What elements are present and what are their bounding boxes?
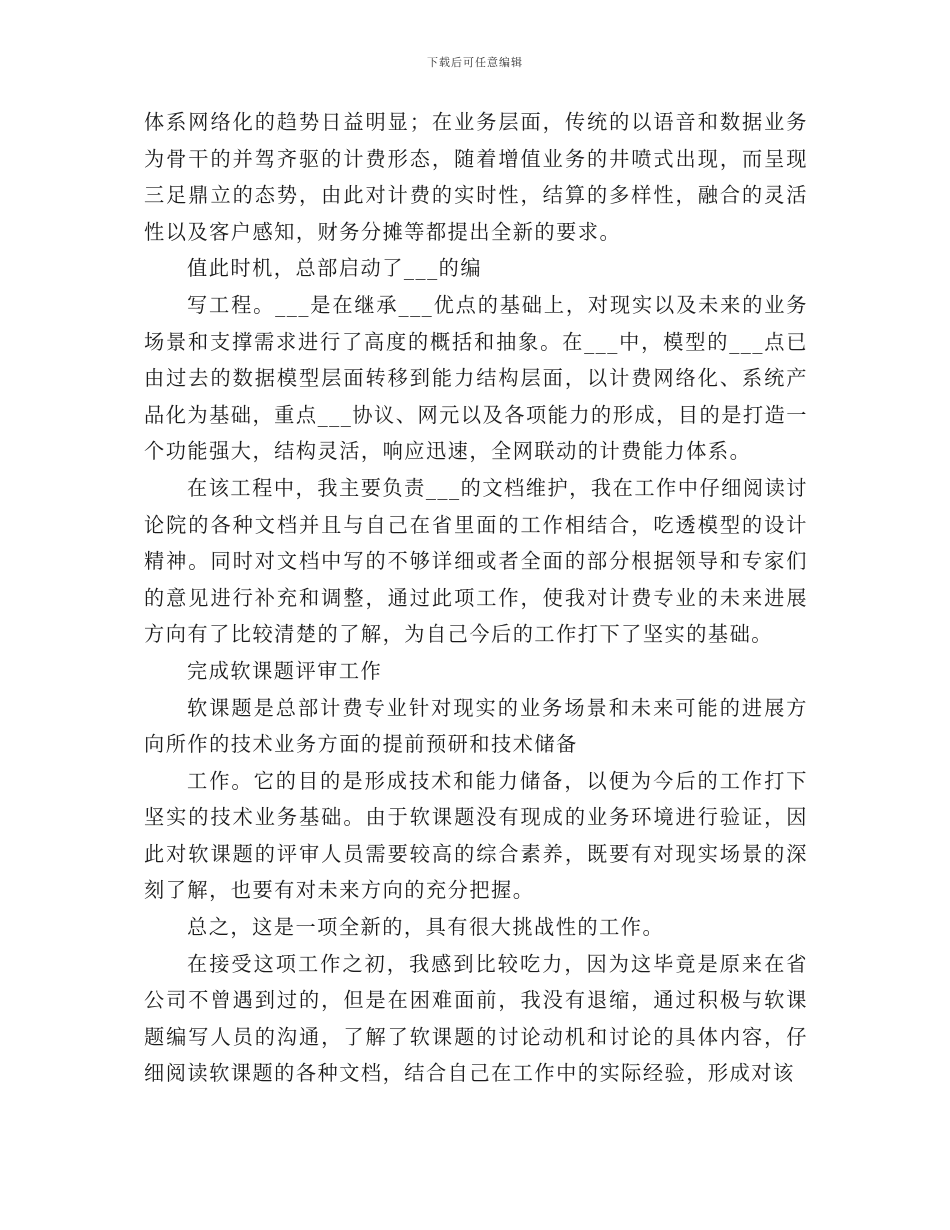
paragraph-7: 工作。它的目的是形成技术和能力储备，以便为今后的工作打下坚实的技术业务基础。由于软课题没有现成的业务环境进行验证，因此对软课题的评审人员需要较高的综合素养，既要有对现实场景的深刻了解，也要有对未来方向的充分把握。 (144, 768, 808, 903)
paragraph-9: 在接受这项工作之初，我感到比较吃力，因为这毕竟是原来在省公司不曾遇到过的，但是在困难面前，我没有退缩，通过积极与软课题编写人员的沟通，了解了软课题的讨论动机和讨论的具体内容，仔细阅读软课题的各种文档，结合自己在工作中的实际经验，形成对该 (144, 951, 808, 1086)
document-body (144, 104, 808, 1092)
paragraph-1: 体系网络化的趋势日益明显；在业务层面，传统的以语音和数据业务为骨干的并驾齐驱的计费形态，随着增值业务的井喷式出现，而呈现三足鼎立的态势，由此对计费的实时性，结算的多样性，融合的灵活性以及客户感知，财务分摊等都提出全新的要求。 (144, 110, 808, 244)
page-header: 下载后可任意编辑 (427, 56, 523, 69)
section-heading-soft-topic-review: 完成软课题评审工作 (187, 658, 383, 683)
paragraph-2: 值此时机，总部启动了___的编 (187, 256, 483, 281)
paragraph-6: 软课题是总部计费专业针对现实的业务场景和未来可能的进展方向所作的技术业务方面的提前预研和技术储备 (144, 695, 808, 757)
paragraph-4: 在该工程中，我主要负责___的文档维护，我在工作中仔细阅读讨论院的各种文档并且与自己在省里面的工作相结合，吃透模型的设计精神。同时对文档中写的不够详细或者全面的部分根据领导和专家们的意见进行补充和调整，通过此项工作，使我对计费专业的未来进展方向有了比较清楚的了解，为自己今后的工作打下了坚实的基础。 (144, 475, 808, 647)
paragraph-8: 总之，这是一项全新的，具有很大挑战性的工作。 (187, 915, 665, 940)
paragraph-3: 写工程。___是在继承___优点的基础上，对现实以及未来的业务场景和支撑需求进行了高度的概括和抽象。在___中，模型的___点已由过去的数据模型层面转移到能力结构层面，以计费网络化、系统产品化为基础，重点___协议、网元以及各项能力的形成，目的是打造一个功能强大，结构灵活，响应迅速，全网联动的计费能力体系。 (144, 292, 808, 464)
